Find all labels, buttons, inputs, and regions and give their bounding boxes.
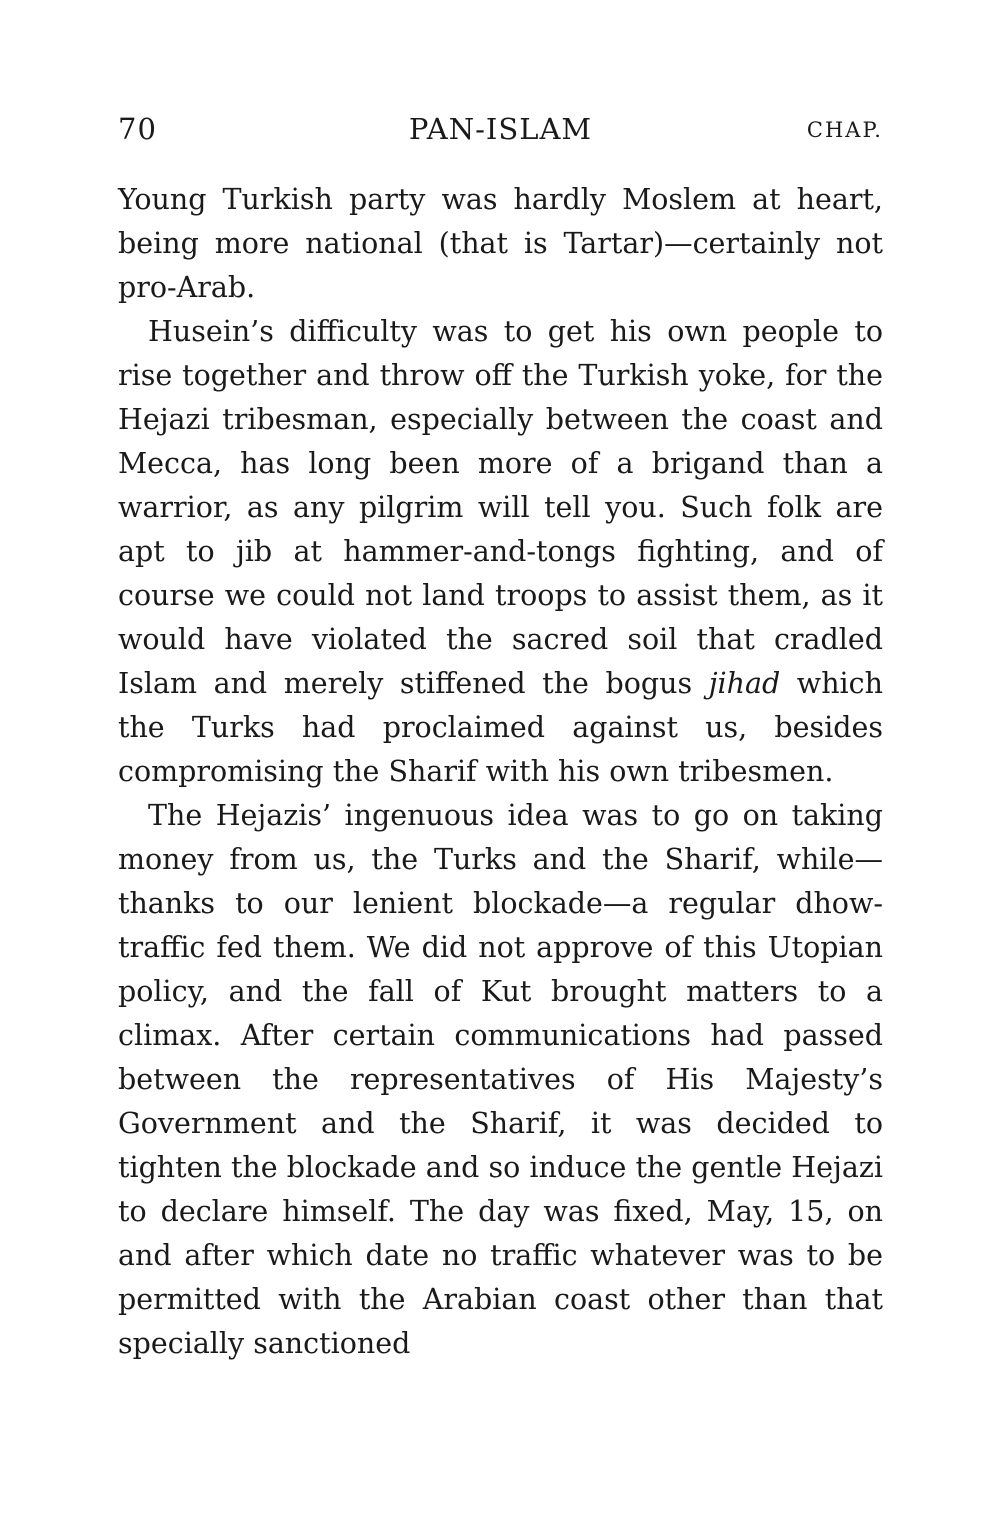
paragraph-text-before: Husein’s difficulty was to get his own people to rise together and throw off the Turkish yoke, for the Hejazi tribesman, especially between the coast and Mecca, has long been more of a brigand than a warrior, as any pilgrim will tell you. Such folk are apt to jib at hammer-and-tongs fighting, and of course we could not land troops to assist them, as it would have violated the sacred soil that cradled Islam and merely stiffened the bogus — [118, 315, 883, 700]
paragraph-hejazis — [118, 794, 883, 1366]
page-header — [118, 112, 883, 152]
paragraph-husein — [118, 310, 883, 794]
paragraph-text: The Hejazis’ ingenuous idea was to go on taking money from us, the Turks and the Sharif, while—thanks to our lenient blockade—a regular dhow-traffic fed them. We did not approve of this Utopian policy, and the fall of Kut brought matters to a climax. After certain communications had passed between the representatives of His Majesty’s Government and the Sharif, it was decided to tighten the blockade and so induce the gentle Hejazi to declare himself. The day was fixed, May, 15, on and after which date no traffic whatever was to be permitted with the Arabian coast other than that specially sanctioned — [118, 799, 883, 1360]
paragraph-text-after: which the Turks had proclaimed against us, besides compromising the Sharif with his own tribesmen. — [118, 667, 883, 788]
paragraph-text: Young Turkish party was hardly Moslem at heart, being more national (that is Tartar)—certainly not pro-Arab. — [118, 183, 883, 304]
chapter-label: CHAP. — [806, 118, 883, 142]
page-number: 70 — [118, 112, 157, 146]
running-title: PAN-ISLAM — [408, 112, 593, 146]
italic-term: jihad — [708, 667, 781, 700]
body-text — [118, 178, 883, 1366]
paragraph-continuation — [118, 178, 883, 310]
